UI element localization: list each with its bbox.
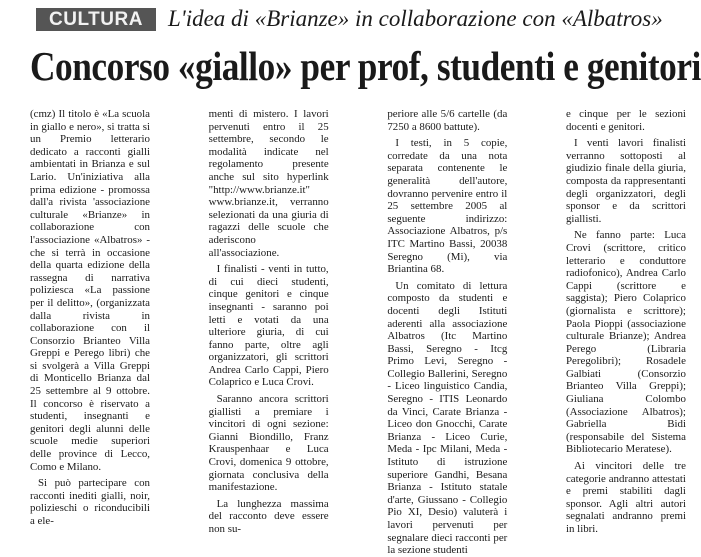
section-badge: CULTURA <box>36 8 156 31</box>
column-1-paragraph-1: (cmz) Il titolo è «La scuola in giallo e nero», si tratta si un Premio letterario dedicato a racconti gialli ambientati in Brianza e sul Lario. Un'iniziativa alla prima edizione - promossa dall'a rivista 'associazione culturale «Brianze» in collaborazione con l'associazione «Albatros» - che si terrà in occasione della quarta edizione della rassegna di narrativa poliziesca «La passione per il delitto», (organizzata dalla rivista in collaborazione con il Consorzio Brianteo Villa Greppi e Perego libri) che si svolgerà a Villa Greppi di Monticello Brianza dal 25 settembre al 9 ottobre. Il concorso è riservato a studenti, insegnanti e genitori degli alunni delle scuole medie superiori delle province di Lecco, Como e Milano. <box>30 108 150 473</box>
column-2-paragraph-3: Saranno ancora scrittori giallisti a premiare i vincitori di ogni sezione: Gianni Biondillo, Franz Krauspenhaar e Luca Crovi, domenica 9 ottobre, giornata conclusiva della manifestazione. <box>208 393 329 494</box>
column-1 <box>30 108 150 527</box>
article-body <box>30 108 686 557</box>
column-2-paragraph-1: menti di mistero. I lavori pervenuti entro il 25 settembre, secondo le modalità indicate nel regolamento presente anche sul sito hyperlink "http://www.brianze.it" www.brianze.it, verranno selezionati da una giuria di ragazzi delle scuole che aderiscono all'associazione. <box>208 108 329 259</box>
column-4-paragraph-1: e cinque per le sezioni docenti e genitori. <box>565 108 686 133</box>
column-2 <box>208 108 329 535</box>
kicker-row <box>30 6 690 32</box>
column-4-paragraph-4: Ai vincitori delle tre categorie andranno attestati e premi stabiliti dagli sponsor. Agli altri autori segnalati andranno premi in libri. <box>565 460 686 535</box>
column-3-paragraph-1: periore alle 5/6 cartelle (da 7250 a 8600 battute). <box>387 108 508 133</box>
column-2-paragraph-4: La lunghezza massima del racconto deve essere non su- <box>208 497 329 535</box>
column-2-paragraph-2: I finalisti - venti in tutto, di cui dieci studenti, cinque genitori e cinque insegnanti - saranno poi letti e votati da una ulteriore giuria, di cui fanno parte, oltre agli organizzatori, gli scrittori Andrea Carlo Cappi, Piero Colaprico e Luca Crovi. <box>208 263 329 389</box>
column-3 <box>387 108 508 557</box>
column-1-paragraph-2: Si può partecipare con racconti inediti gialli, noir, polizieschi o riconducibili a ele- <box>30 477 150 527</box>
column-4-paragraph-2: I venti lavori finalisti verranno sottoposti al giudizio finale della giuria, composta da rappresentanti degli organizzatori, degli sponsor e da scrittori giallisti. <box>565 137 686 225</box>
column-4-paragraph-3: Ne fanno parte: Luca Crovi (scrittore, critico letterario e conduttore radiofonico), Andrea Carlo Cappi (scrittore e saggista); Piero Colaprico (giornalista e scrittore); Paola Pioppi (associazione culturale Brianze); Andrea Perego (Libraria Peregolibri); Rosadele Galbiati (Consorzio Brianteo Villa Greppi); Giuliana Colombo (Associazione Albatros); Gabriella Bidi (responsabile del Sistema Bibliotecario Meratese). <box>565 229 686 456</box>
column-3-paragraph-2: I testi, in 5 copie, corredate da una nota separata contenente le generalità dell'autore, dovranno pervenire entro il 25 settembre 2005 al seguente indirizzo: Associazione Albatros, p/s ITC Martino Bassi, 20038 Seregno (Mi), via Briantina 68. <box>387 137 508 276</box>
column-3-paragraph-3: Un comitato di lettura composto da studenti e docenti degli Istituti aderenti alla associazione Albatros (Itc Martino Bassi, Seregno - Itcg Primo Levi, Seregno - Collegio Ballerini, Seregno - Liceo linguistico Candia, Seregno - ITIS Leonardo da Vinci, Carate Brianza - Liceo don Gnocchi, Carate Brianza - Liceo Curie, Meda - Ipc Milani, Meda - Istituto di istruzione superiore Gandhi, Besana Brianza - Istituto statale d'arte, Giussano - Collegio Pio XI, Desio) valuterà i lavori pervenuti per segnalare dieci racconti per la sezione studenti <box>387 279 508 557</box>
column-4 <box>565 108 686 535</box>
kicker: L'idea di «Brianze» in collaborazione con «Albatros» <box>168 6 663 31</box>
headline: Concorso «giallo» per prof, studenti e genitori <box>30 43 701 89</box>
